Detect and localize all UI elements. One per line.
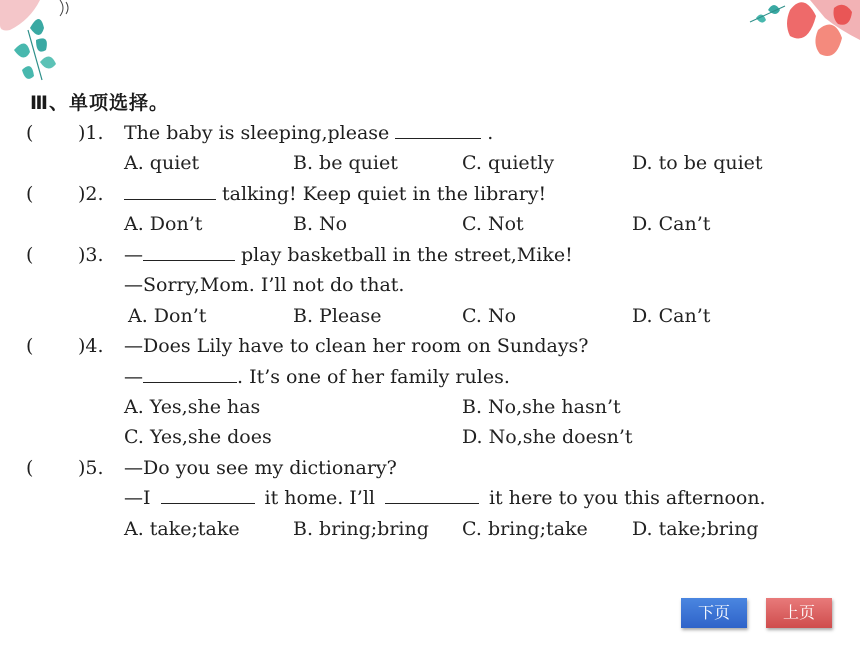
option-d: D. Can’t — [632, 213, 711, 235]
option-d: D. take;bring — [632, 518, 759, 540]
question-dialogue-line: —Sorry,Mom. I’ll not do that. — [124, 274, 405, 296]
corner-leaf-decoration-left — [0, 0, 110, 95]
question-stem: —Does Lily have to clean her room on Sundays? — [124, 335, 589, 357]
option-a: A. Yes,she has — [124, 396, 261, 418]
answer-paren: ( — [26, 335, 34, 357]
question-stem: —Do you see my dictionary? — [124, 457, 397, 479]
question-dialogue-line: — . It’s one of her family rules. — [124, 366, 510, 388]
section-title: Ⅲ、单项选择。 — [30, 92, 169, 114]
option-c: C. quietly — [462, 152, 555, 174]
question-dialogue-line: —I it home. I’ll it here to you this afternoon. — [124, 487, 766, 509]
corner-leaf-decoration-right — [730, 0, 860, 75]
answer-blank — [385, 485, 479, 504]
option-a: A. Don’t — [128, 305, 207, 327]
answer-paren: ( — [26, 457, 34, 479]
answer-blank — [124, 181, 216, 200]
answer-paren: ( — [26, 183, 34, 205]
next-page-button[interactable]: 下页 — [681, 598, 747, 628]
option-b: B. No — [293, 213, 348, 235]
option-c: C. Yes,she does — [124, 426, 272, 448]
option-c: C. Not — [462, 213, 524, 235]
previous-page-button[interactable]: 上页 — [766, 598, 832, 628]
answer-blank — [143, 242, 235, 261]
answer-paren: ( — [26, 244, 34, 266]
option-c: C. bring;take — [462, 518, 588, 540]
question-stem: The baby is sleeping,please . — [124, 122, 494, 144]
question-number: )1. — [78, 122, 104, 144]
question-stem: — play basketball in the street,Mike! — [124, 244, 573, 266]
question-number: )2. — [78, 183, 104, 205]
option-a: A. take;take — [124, 518, 240, 540]
question-number: )5. — [78, 457, 104, 479]
answer-blank — [143, 364, 237, 383]
question-stem: talking! Keep quiet in the library! — [118, 181, 546, 207]
option-d: D. to be quiet — [632, 152, 763, 174]
option-b: B. bring;bring — [293, 518, 429, 540]
answer-paren: ( — [26, 122, 34, 144]
option-a: A. quiet — [124, 152, 200, 174]
option-b: B. No,she hasn’t — [462, 396, 621, 418]
question-number: )3. — [78, 244, 104, 266]
question-number: )4. — [78, 335, 104, 357]
option-c: C. No — [462, 305, 517, 327]
option-a: A. Don’t — [124, 213, 203, 235]
option-d: D. No,she doesn’t — [462, 426, 633, 448]
answer-blank — [395, 120, 481, 139]
option-b: B. be quiet — [293, 152, 398, 174]
option-b: B. Please — [293, 305, 382, 327]
answer-blank — [161, 485, 255, 504]
option-d: D. Can’t — [632, 305, 711, 327]
